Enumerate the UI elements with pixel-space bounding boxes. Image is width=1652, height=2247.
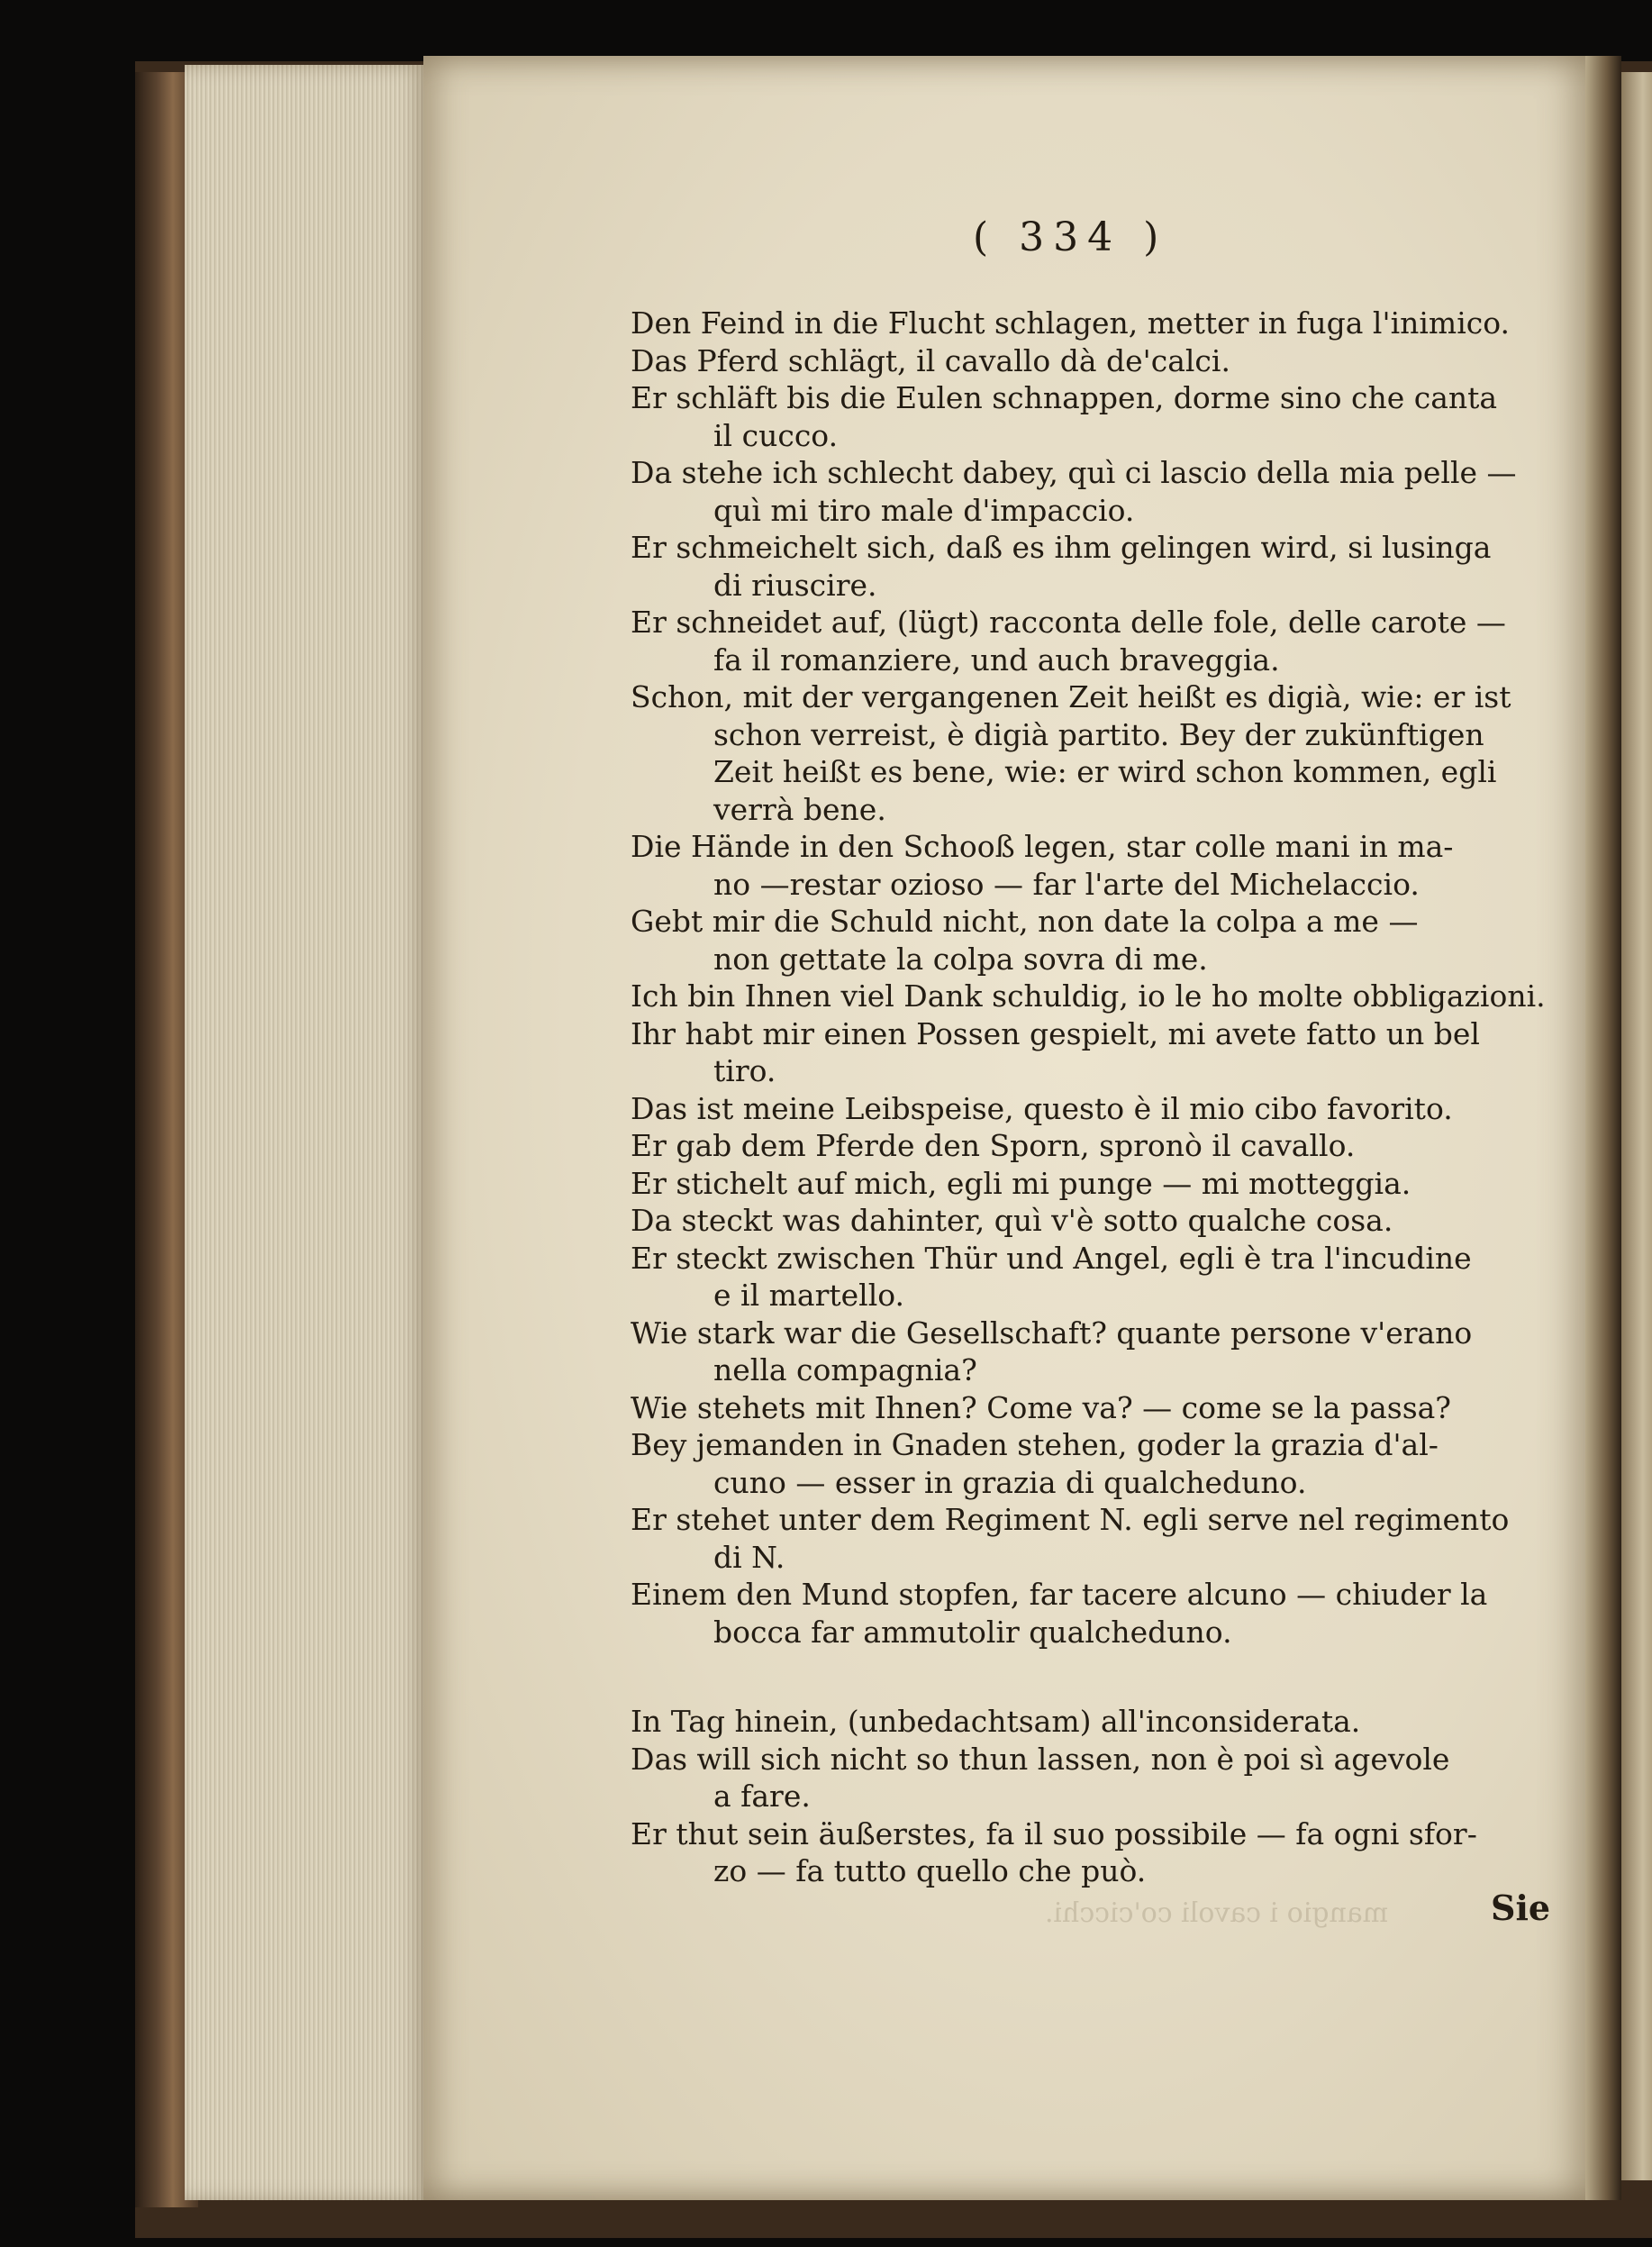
entry <box>631 1202 1549 1240</box>
entry-continuation: quì mi tiro male d'impaccio. <box>713 492 1135 528</box>
entry-text: Den Feind in die Flucht schlagen, metter in fuga l'inimico. <box>631 305 1511 341</box>
entry-continuation: non gettate la colpa sovra di me. <box>713 941 1208 977</box>
entry-text: Da stehe ich schlecht dabey, quì ci lascio della mia pelle — <box>631 455 1517 490</box>
entry <box>631 1127 1549 1165</box>
entry <box>631 1090 1549 1128</box>
entry <box>631 305 1549 342</box>
dictionary-text <box>631 305 1549 1890</box>
entry-text: Gebt mir die Schuld nicht, non date la colpa a me — <box>631 904 1419 939</box>
entry <box>631 454 1549 529</box>
entry <box>631 1576 1549 1651</box>
entry-text: Er schläft bis die Eulen schnappen, dorme sino che canta <box>631 380 1498 415</box>
entry-continuation: no —restar ozioso — far l'arte del Michelaccio. <box>713 866 1420 902</box>
entry-continuation: e il martello. <box>713 1278 905 1313</box>
entry <box>631 1703 1549 1741</box>
entry-text: Ich bin Ihnen viel Dank schuldig, io le ho molte obbligazioni. <box>631 978 1546 1014</box>
entry <box>631 903 1549 978</box>
entry <box>631 379 1549 454</box>
entry-continuation: di riuscire. <box>713 567 877 603</box>
entry-text: Schon, mit der vergangenen Zeit heißt es digià, wie: er ist <box>631 679 1511 714</box>
entry <box>631 1426 1549 1501</box>
entry-continuation: fa il romanziere, und auch braveggia. <box>713 641 1280 678</box>
entry-text: Das Pferd schlägt, il cavallo dà de'calci. <box>631 342 1230 378</box>
entry-text: Wie stehets mit Ihnen? Come va? — come se la passa? <box>631 1389 1451 1425</box>
entry <box>631 342 1549 380</box>
entry <box>631 1741 1549 1815</box>
entry-text: In Tag hinein, (unbedachtsam) all'inconsiderata. <box>631 1704 1361 1739</box>
entry-text: Einem den Mund stopfen, far tacere alcuno — chiuder la <box>631 1577 1488 1612</box>
entry-continuation: a fare. <box>713 1778 811 1814</box>
entry-text: Das will sich nicht so thun lassen, non è poi sì agevole <box>631 1741 1450 1777</box>
entry-text: Er gab dem Pferde den Sporn, spronò il cavallo. <box>631 1128 1356 1163</box>
entry-text: Er thut sein äußerstes, fa il suo possibile — fa ogni sfor- <box>631 1815 1477 1851</box>
entry-text: Ihr habt mir einen Possen gespielt, mi avete fatto un bel <box>631 1015 1480 1051</box>
entry-continuation: cuno — esser in grazia di qualcheduno. <box>713 1464 1307 1500</box>
entry-continuation: tiro. <box>713 1053 776 1088</box>
entry-continuation: nella compagnia? <box>713 1352 977 1387</box>
entry-text: Da steckt was dahinter, quì v'è sotto qualche cosa. <box>631 1203 1393 1238</box>
entry <box>631 1815 1549 1890</box>
entry-continuation: il cucco. <box>713 417 839 453</box>
entry-text: Wie stark war die Gesellschaft? quante persone v'erano <box>631 1315 1473 1351</box>
catchword: Sie <box>1491 1888 1551 1928</box>
bleed-through-text: mangio i cavoli co'cicchi. <box>1045 1897 1389 1929</box>
page-edges <box>185 65 428 2200</box>
entry <box>631 978 1549 1015</box>
entry <box>631 678 1549 828</box>
entry <box>631 1501 1549 1576</box>
entry-text: Er steckt zwischen Thür und Angel, egli è tra l'incudine <box>631 1240 1472 1276</box>
entry-continuation: bocca far ammutolir qualcheduno. <box>713 1614 1232 1650</box>
entry <box>631 1015 1549 1090</box>
entry-text: Das ist meine Leibspeise, questo è il mio cibo favorito. <box>631 1090 1453 1126</box>
entry <box>631 604 1549 678</box>
entry <box>631 1165 1549 1203</box>
entry-text: Er stehet unter dem Regiment N. egli serve nel regimento <box>631 1502 1510 1537</box>
entry-continuation: schon verreist, è digià partito. Bey der zukünftigen Zeit heißt es bene, wie: er wird schon kommen, egli verrà bene. <box>713 716 1497 827</box>
page-number: ( 334 ) <box>973 214 1168 260</box>
entry-continuation: di N. <box>713 1539 785 1575</box>
entry-text: Er schmeichelt sich, daß es ihm gelingen wird, si lusinga <box>631 530 1492 565</box>
entry <box>631 529 1549 604</box>
entry <box>631 1389 1549 1427</box>
entry-text: Er schneidet auf, (lügt) racconta delle fole, delle carote — <box>631 605 1506 640</box>
section-gap <box>631 1651 1549 1703</box>
entry-text: Die Hände in den Schooß legen, star colle mani in ma- <box>631 829 1454 864</box>
facing-page-edge <box>1621 72 1652 2180</box>
entry-text: Bey jemanden in Gnaden stehen, goder la grazia d'al- <box>631 1427 1439 1462</box>
entry <box>631 1315 1549 1389</box>
entry-continuation: zo — fa tutto quello che può. <box>713 1853 1147 1888</box>
entry <box>631 1240 1549 1315</box>
entry-text: Er stichelt auf mich, egli mi punge — mi motteggia. <box>631 1165 1411 1201</box>
page-gutter <box>1585 56 1621 2200</box>
entry <box>631 828 1549 903</box>
